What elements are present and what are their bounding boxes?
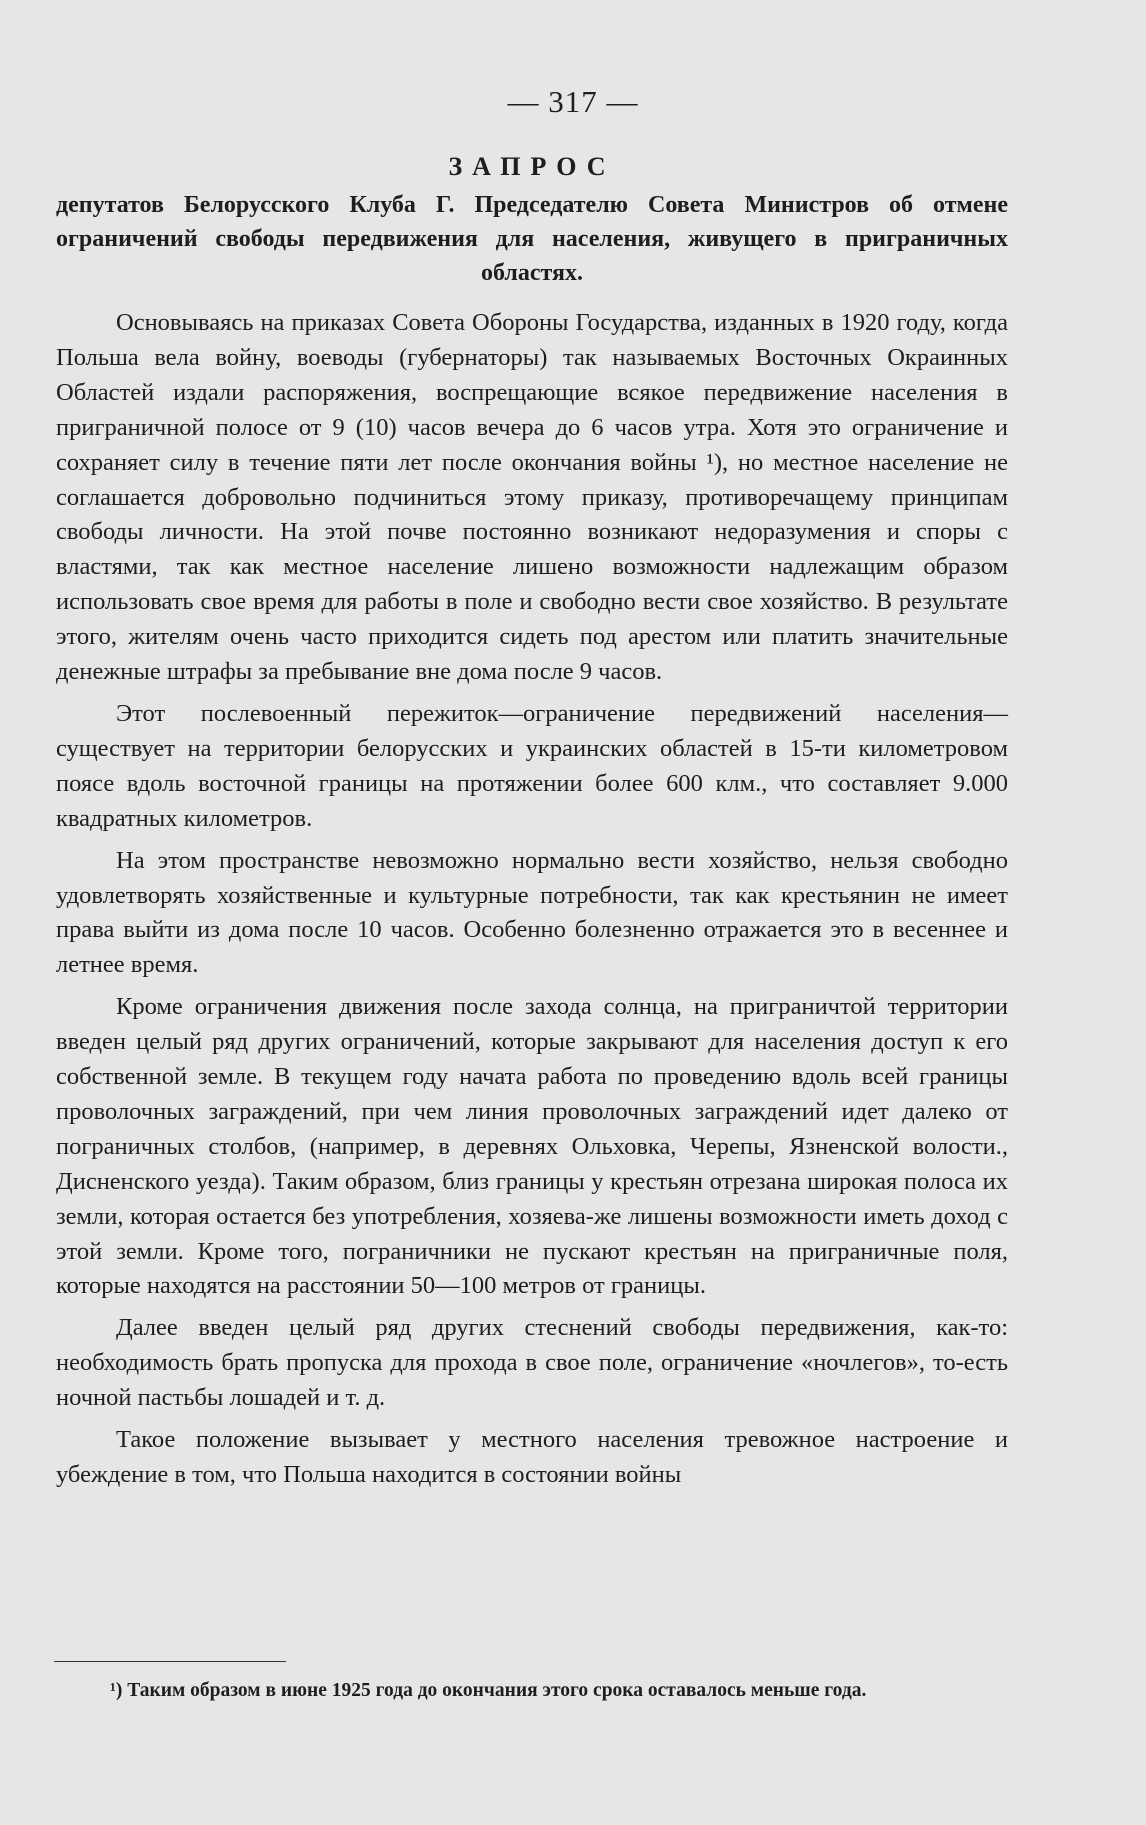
document-subtitle: депутатов Белорусского Клуба Г. Председателю Совета Министров об отмене ограничений свободы передвижения для населения, живущего в приграничных областях. <box>56 192 1008 286</box>
paragraph: На этом пространстве невозможно нормально вести хозяйство, нельзя свободно удовлетворять хозяйственные и культурные потребности, так как крестьянин не имеет права выйти из дома после 10 часов. Особенно болезненно отражается это в весеннее и летнее время. <box>56 846 1008 979</box>
page-number: — 317 — <box>507 84 639 119</box>
document-heading: ЗАПРОС <box>448 152 616 181</box>
paragraph: Этот послевоенный пережиток—ограничение передвижений населения—существует на территории белорусских и украинских областей в 15-ти километровом поясе вдоль восточной границы на протяжении более 600 клм., что составляет 9.000 квадратных километров. <box>56 699 1008 832</box>
paragraph: Такое положение вызывает у местного населения тревожное настроение и убеждение в том, что Польша находится в состоянии войны <box>56 1426 1008 1488</box>
footnote-divider <box>54 1661 286 1662</box>
footnote: ¹) Таким образом в июне 1925 года до окончания этого срока оставалось меньше года. <box>110 1680 867 1701</box>
paragraph: Основываясь на приказах Совета Обороны Государства, изданных в 1920 году, когда Польша вела войну, воеводы (губернаторы) так называемых Восточных Окраинных Областей издали распоряжения, воспрещающие всякое передвижение населения в приграничной полосе от 9 (10) часов вечера до 6 часов утра. Хотя это ограничение и сохраняет силу в течение пяти лет после окончания войны ¹), но местное население не соглашается добровольно подчиниться этому приказу, противоречащему принципам свободы личности. На этой почве постоянно возникают недоразумения и споры с властями, так как местное население лишено возможности надлежащим образом использовать свое время для работы в поле и свободно вести свое хозяйство. В результате этого, жителям очень часто приходится сидеть под арестом или платить значительные денежные штрафы за пребывание вне дома после 9 часов. <box>56 309 1008 686</box>
body-text <box>56 306 1008 1493</box>
paragraph: Кроме ограничения движения после захода солнца, на приграничтой территории введен целый ряд других ограничений, которые закрывают для населения доступ к его собственной земле. В текущем году начата работа по проведению вдоль всей границы проволочных заграждений, при чем линия проволочных заграждений идет далеко от пограничных столбов, (например, в деревнях Ольховка, Черепы, Язненской волости., Дисненского уезда). Таким образом, близ границы у крестьян отрезана широкая полоса их земли, которая остается без употребления, хозяева-же лишены возможности иметь доход с этой земли. Кроме того, пограничники не пускают крестьян на приграничные поля, которые находятся на расстоянии 50—100 метров от границы. <box>56 993 1008 1300</box>
paragraph: Далее введен целый ряд других стеснений свободы передвижения, как-то: необходимость брать пропуска для прохода в свое поле, ограничение «ночлегов», то-есть ночной пастьбы лошадей и т. д. <box>56 1314 1008 1412</box>
text-column <box>56 152 1008 1493</box>
footnote-area <box>44 1661 1004 1704</box>
